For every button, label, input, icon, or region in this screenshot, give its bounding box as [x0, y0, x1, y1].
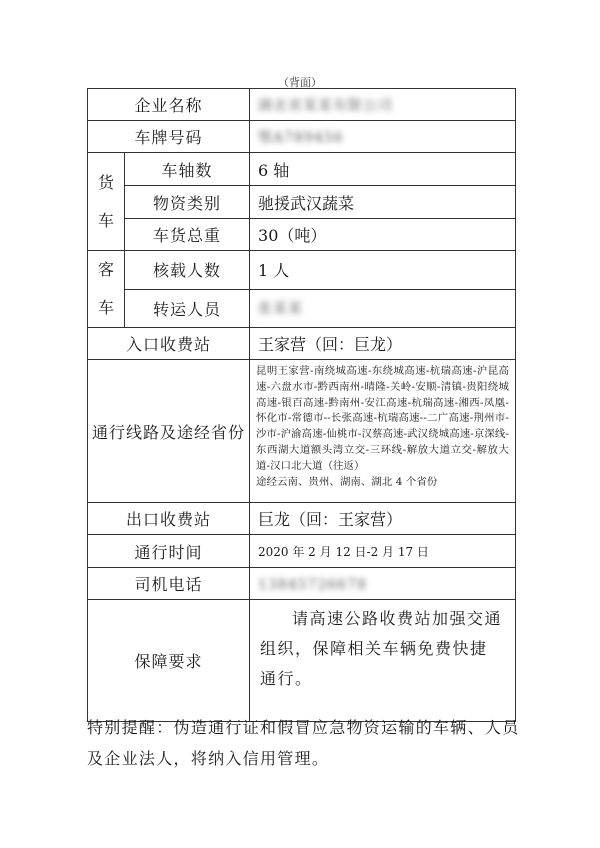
- capacity-value: 1 人: [250, 251, 516, 290]
- exit-value: 巨龙（回：王家营）: [250, 503, 516, 535]
- entry-label: 入口收费站: [88, 328, 250, 360]
- guarantee-value: 请高速公路收费站加强交通组织，保障相关车辆免费快捷通行。: [250, 600, 516, 722]
- company-row: [88, 89, 516, 121]
- cargo-group-label: 货 车: [88, 153, 125, 251]
- weight-value: 30（吨）: [250, 219, 516, 251]
- capacity-label: 核载人数: [125, 251, 250, 290]
- axles-label: 车轴数: [125, 153, 250, 186]
- time-row: [88, 535, 516, 568]
- transport-label: 转运人员: [125, 289, 250, 328]
- route-label: 通行线路及途经省份: [88, 360, 250, 503]
- axles-row: [88, 153, 516, 186]
- entry-value: 王家营（回：巨龙）: [250, 328, 516, 360]
- route-cell: [250, 360, 516, 503]
- permit-form-table: [87, 88, 516, 722]
- phone-label: 司机电话: [88, 568, 250, 600]
- weight-label: 车货总重: [125, 219, 250, 251]
- company-label: 企业名称: [88, 89, 250, 121]
- entry-row: [88, 328, 516, 360]
- plate-label: 车牌号码: [88, 121, 250, 153]
- time-value: 2020 年 2 月 12 日-2 月 17 日: [250, 535, 516, 568]
- transport-row: [88, 289, 516, 328]
- guarantee-row: [88, 600, 516, 722]
- exit-label: 出口收费站: [88, 503, 250, 535]
- transport-value-redacted: 张某某: [258, 301, 304, 318]
- plate-value-redacted: 鄂A789456: [258, 129, 344, 146]
- weight-row: [88, 219, 516, 251]
- plate-row: [88, 121, 516, 153]
- company-value-redacted: 湖北省某某有限公司: [258, 97, 394, 114]
- axles-value: 6 轴: [250, 153, 516, 186]
- special-notice: 特别提醒：伪造通行证和假冒应急物资运输的车辆、人员及企业法人，将纳入信用管理。: [87, 718, 520, 768]
- material-row: [88, 186, 516, 219]
- capacity-row: [88, 251, 516, 290]
- phone-value-redacted: 13845726678: [258, 577, 367, 593]
- route-provinces: 途经云南、贵州、湖南、湖北 4 个省份: [256, 475, 438, 488]
- material-value: 驰援武汉蔬菜: [250, 186, 516, 219]
- route-value: 昆明王家营-南绕城高速-东绕城高速-杭瑞高速-沪昆高速-六盘水市-黔西南州-晴隆-关岭-安顺-清镇-贵阳绕城高速-银百高速-黔南州-安江高速-杭瑞高速-湘西-凤凰-怀化市-常德市--长张高速-杭瑞高速--二广高速-荆州市-沙市-沪渝高速-仙桃市-汉蔡高速-武汉绕城高速-京深线-东西湖大道额头湾立交-三环线-解放大道立交-解放大道-汉口北大道（往返）: [256, 365, 510, 472]
- exit-row: [88, 503, 516, 535]
- route-row: [88, 360, 516, 503]
- time-label: 通行时间: [88, 535, 250, 568]
- passenger-group-label: 客 车: [88, 251, 125, 328]
- page-side-label: （背面）: [278, 76, 322, 89]
- phone-row: [88, 568, 516, 600]
- guarantee-label: 保障要求: [88, 600, 250, 722]
- material-label: 物资类别: [125, 186, 250, 219]
